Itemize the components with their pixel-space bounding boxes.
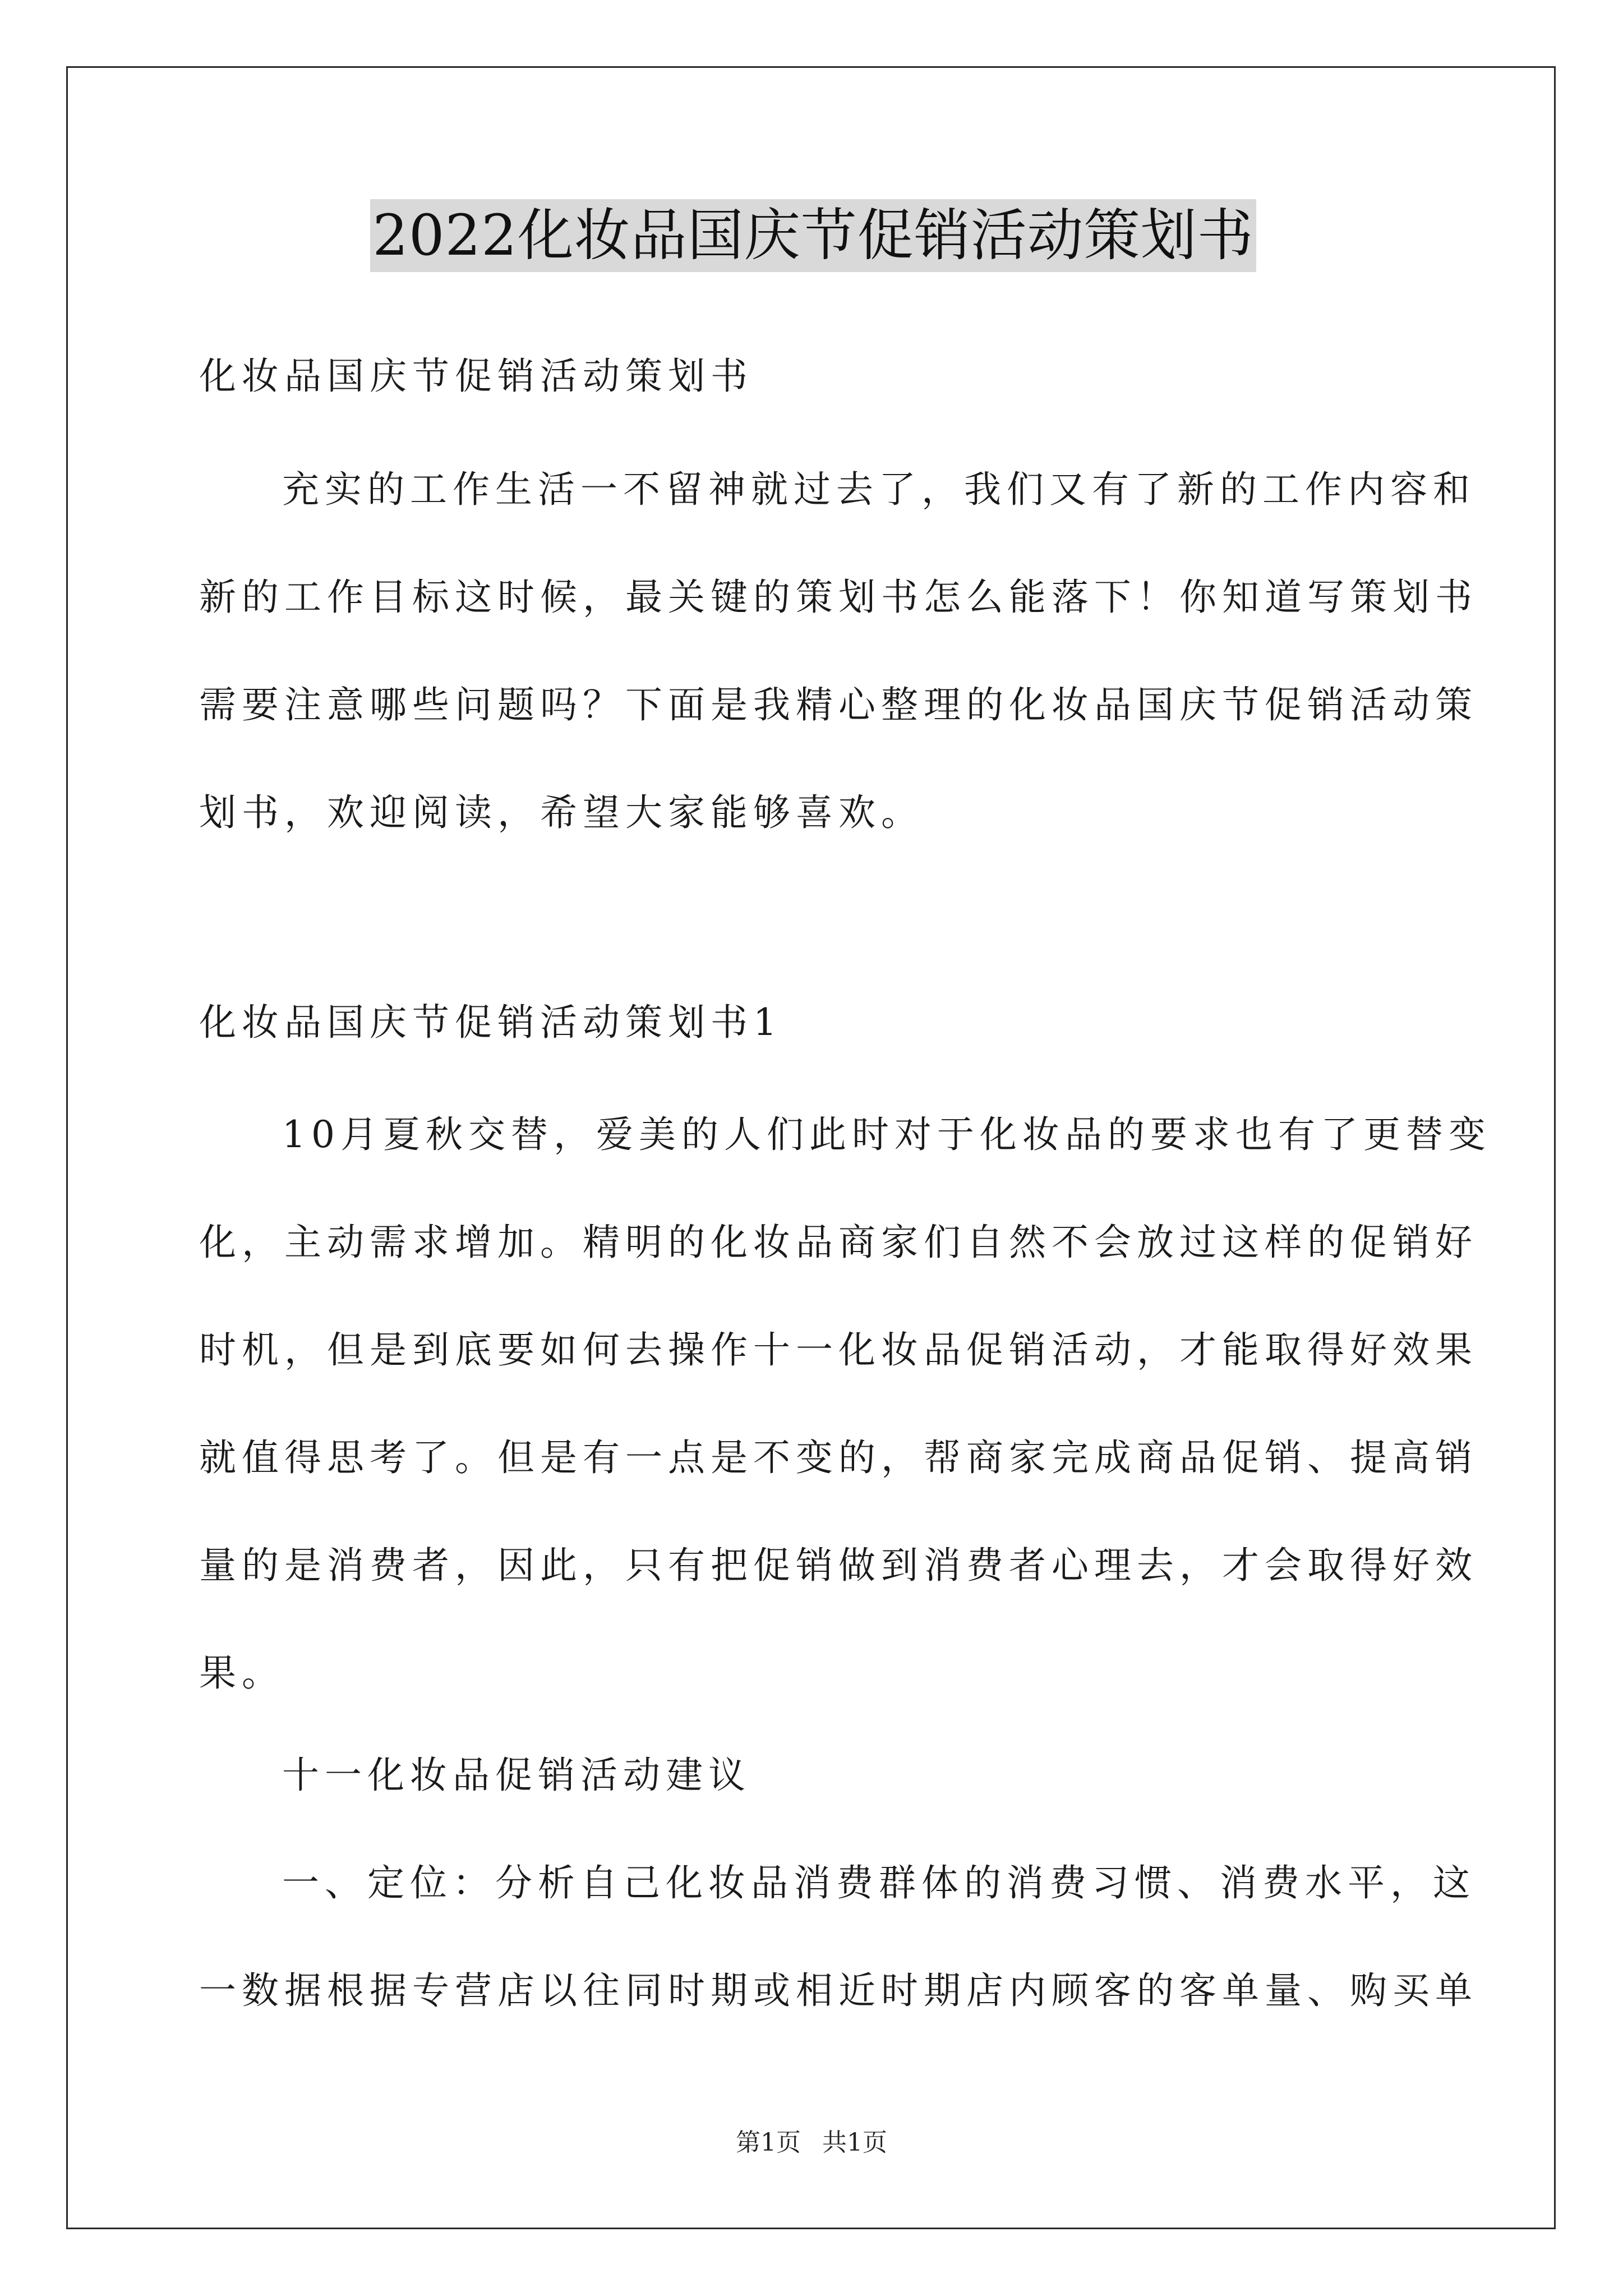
page-number-current: 第1页: [736, 2128, 801, 2157]
intro-line-3: 需要注意哪些问题吗？下面是我精心整理的化妆品国庆节促销活动策: [199, 683, 1478, 726]
section1-line-5: 量的是消费者，因此，只有把促销做到消费者心理去，才会取得好效: [199, 1544, 1478, 1587]
positioning-line-1: 一、定位：分析自己化妆品消费群体的消费习惯、消费水平，这: [282, 1861, 1476, 1904]
section1-line-2: 化，主动需求增加。精明的化妆品商家们自然不会放过这样的促销好: [199, 1221, 1478, 1264]
section1-line-1: 10月夏秋交替，爱美的人们此时对于化妆品的要求也有了更替变: [282, 1113, 1491, 1156]
page-footer: [0, 2126, 1623, 2160]
document-subtitle: 化妆品国庆节促销活动策划书: [199, 355, 753, 398]
page-number-total: 共1页: [822, 2128, 887, 2157]
section1-line-3: 时机，但是到底要如何去操作十一化妆品促销活动，才能取得好效果: [199, 1328, 1478, 1372]
title-wrap: [199, 199, 1427, 272]
section1-line-4: 就值得思考了。但是有一点是不变的，帮商家完成商品促销、提高销: [199, 1436, 1478, 1479]
document-title: 2022化妆品国庆节促销活动策划书: [370, 199, 1256, 272]
section1-heading: 化妆品国庆节促销活动策划书1: [199, 1001, 782, 1044]
suggestion-heading: 十一化妆品促销活动建议: [282, 1754, 751, 1797]
intro-line-4: 划书，欢迎阅读，希望大家能够喜欢。: [199, 791, 924, 834]
section1-line-6: 果。: [199, 1651, 284, 1695]
intro-line-1: 充实的工作生活一不留神就过去了，我们又有了新的工作内容和: [282, 468, 1476, 511]
positioning-line-2: 一数据根据专营店以往同时期或相近时期店内顾客的客单量、购买单: [199, 1969, 1478, 2012]
intro-line-2: 新的工作目标这时候，最关键的策划书怎么能落下！你知道写策划书: [199, 576, 1478, 619]
